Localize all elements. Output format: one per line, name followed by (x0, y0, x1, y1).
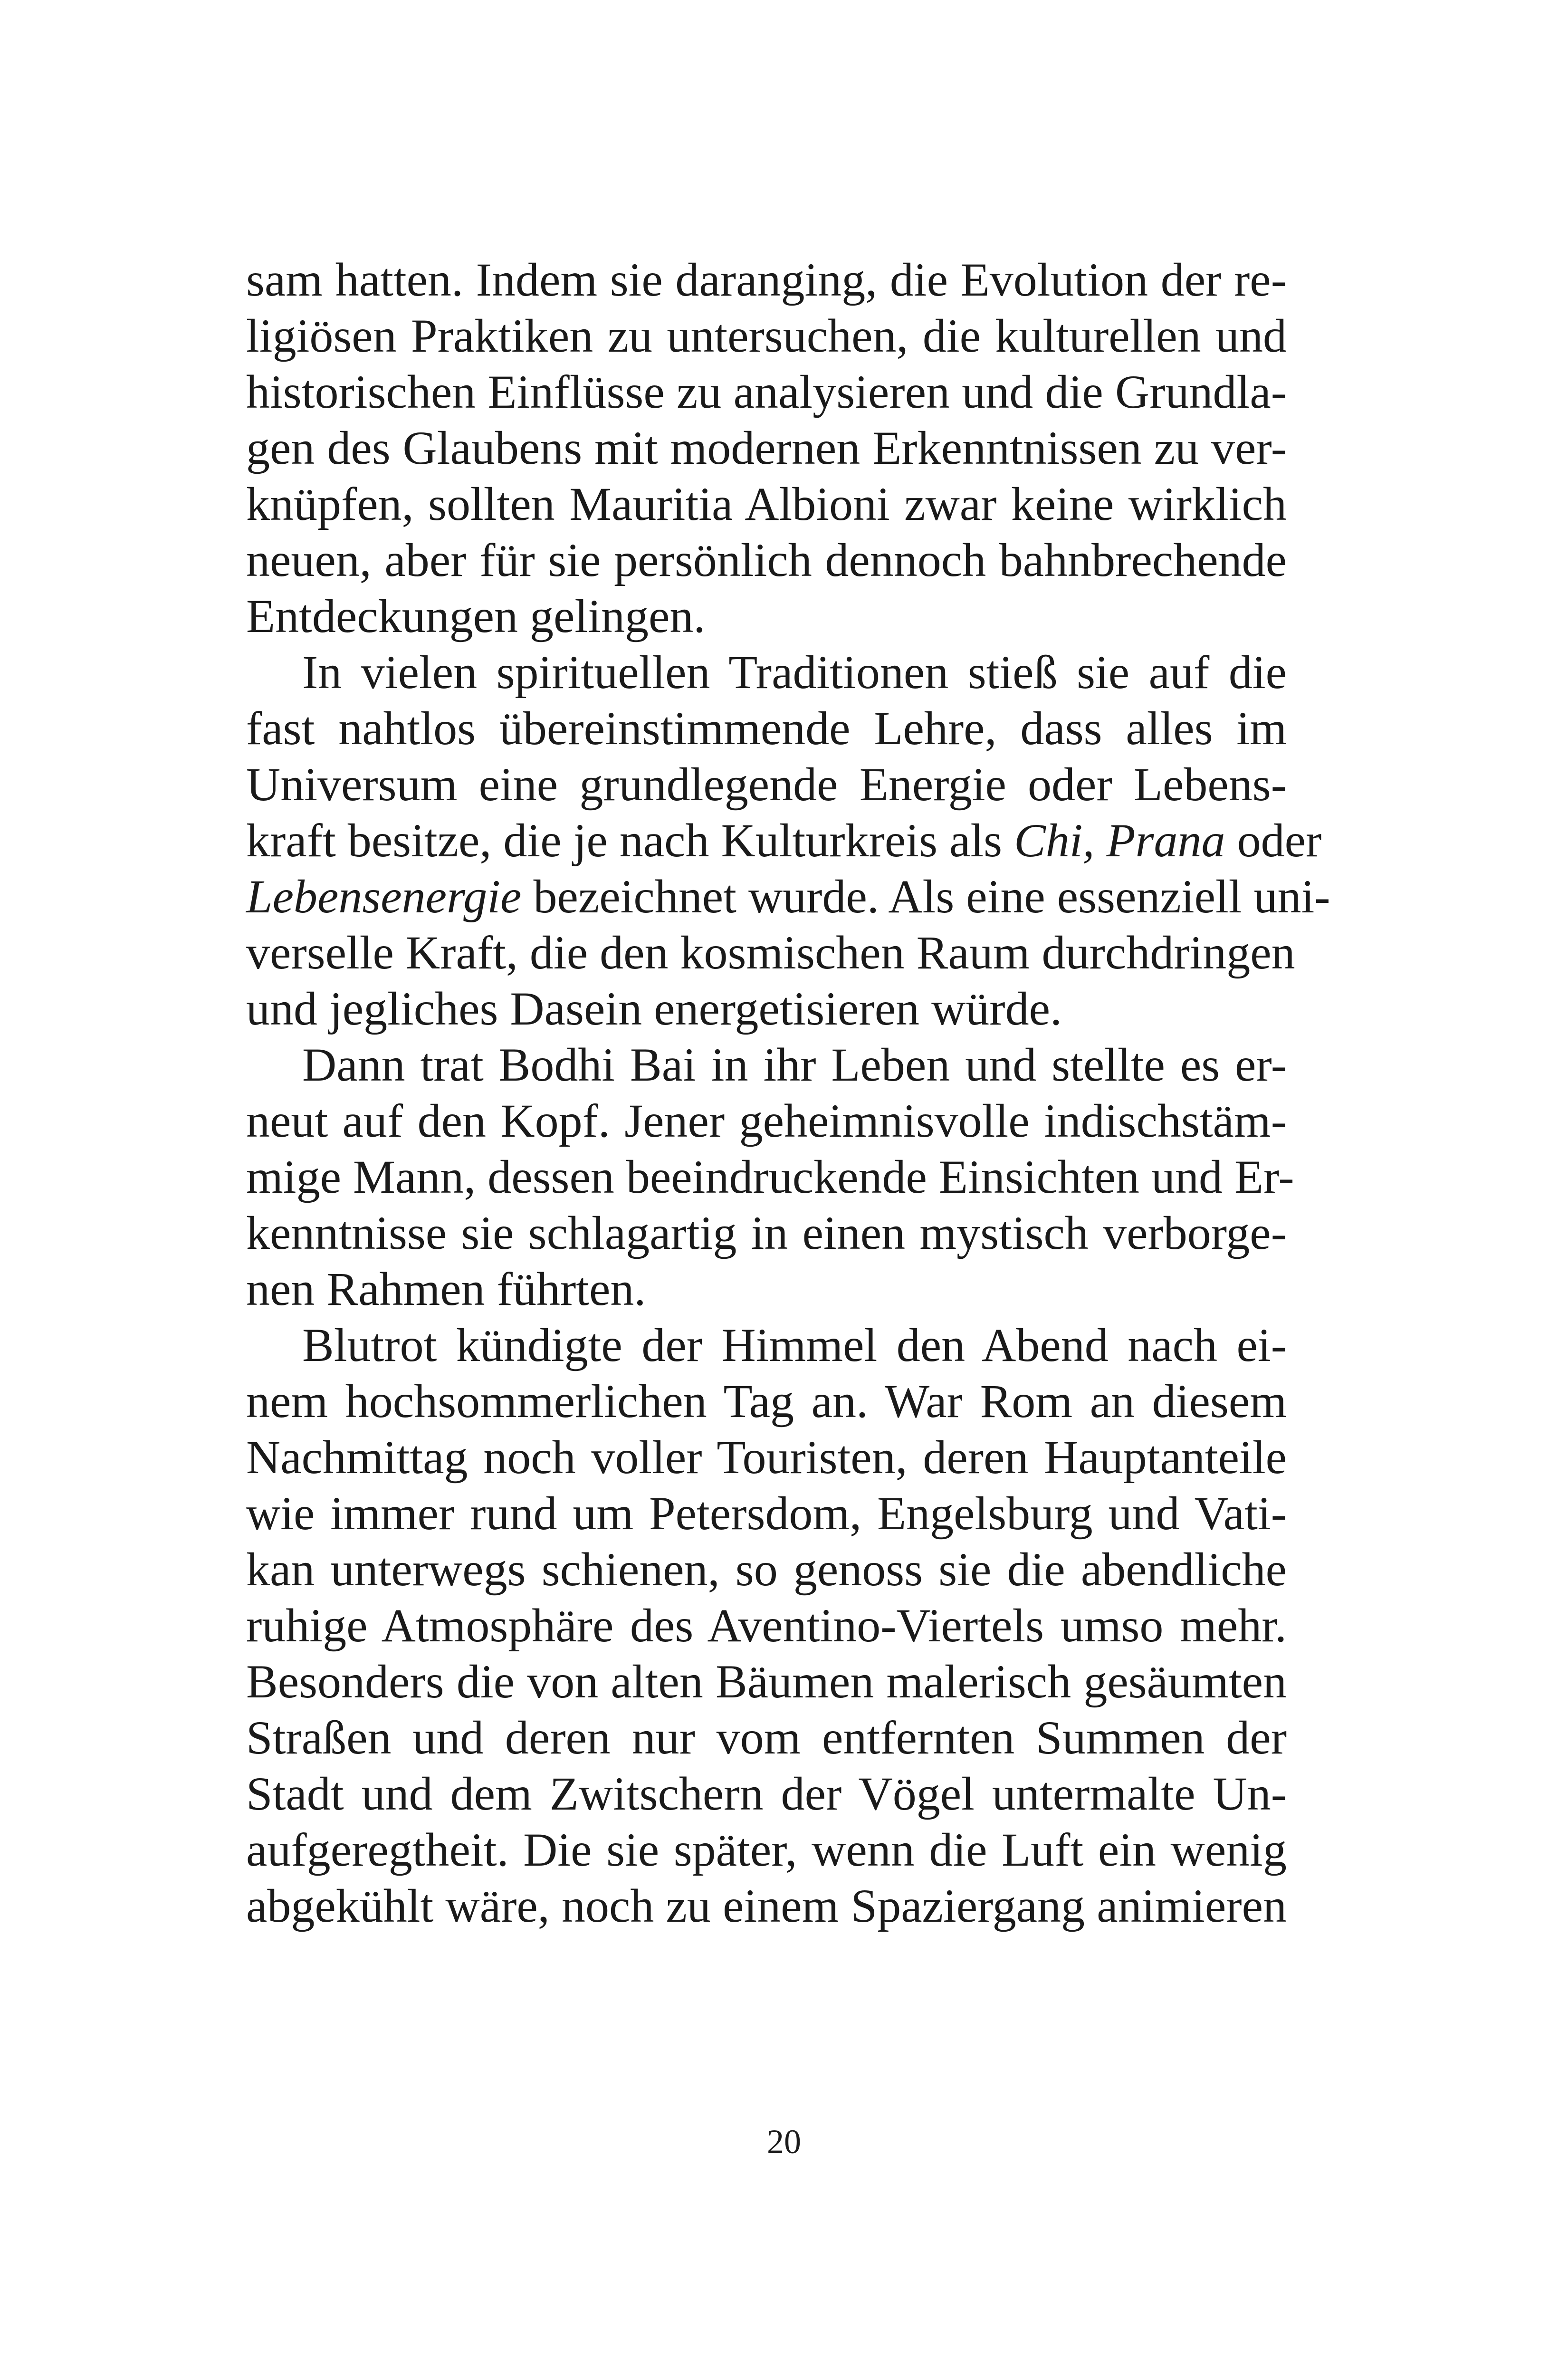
text-segment: kraft besitze, die je nach Kulturkreis als (246, 814, 1014, 867)
text-line-mixed (246, 869, 1330, 925)
text-line: Blutrot kündigte der Himmel den Abend nach ei- (302, 1319, 1287, 1371)
page-number: 20 (767, 2123, 801, 2161)
text-line: verselle Kraft, die den kosmischen Raum durchdringen (246, 926, 1295, 979)
text-line: Universum eine grundlegende Energie oder Lebens- (246, 758, 1287, 811)
text-line: und jegliches Dasein energetisieren würde. (246, 982, 1062, 1035)
text-line: nen Rahmen führten. (246, 1263, 646, 1315)
text-line: kan unterwegs schienen, so genoss sie die abendliche (246, 1543, 1287, 1596)
text-line: historischen Einflüsse zu analysieren und die Grundla- (246, 365, 1287, 418)
text-line: Entdeckungen gelingen. (246, 590, 706, 642)
text-line: Straßen und deren nur vom entfernten Summen der (246, 1711, 1287, 1764)
text-line: Besonders die von alten Bäumen malerisch gesäumten (246, 1655, 1287, 1708)
text-line: wie immer rund um Petersdom, Engelsburg und Vati- (246, 1487, 1287, 1540)
text-segment: oder (1225, 814, 1322, 867)
text-line: abgekühlt wäre, noch zu einem Spaziergang animieren (246, 1879, 1287, 1932)
text-line: Nachmittag noch voller Touristen, deren Hauptanteile (246, 1431, 1287, 1484)
text-line: neut auf den Kopf. Jener geheimnisvolle indischstäm- (246, 1094, 1287, 1147)
text-line: Dann trat Bodhi Bai in ihr Leben und stellte es er- (302, 1038, 1287, 1091)
body-text (246, 252, 1330, 1934)
text-line: sam hatten. Indem sie daranging, die Evolution der re- (246, 253, 1287, 306)
text-line: fast nahtlos übereinstimmende Lehre, dass alles im (246, 702, 1287, 755)
text-line: aufgeregtheit. Die sie später, wenn die Luft ein wenig (246, 1823, 1287, 1876)
italic-term: Lebensenergie (246, 870, 522, 923)
text-line: ligiösen Praktiken zu untersuchen, die kulturellen und (246, 309, 1287, 362)
text-line: Stadt und dem Zwitschern der Vögel untermalte Un- (246, 1767, 1287, 1820)
text-line-mixed (246, 813, 1322, 869)
text-segment: bezeichnet wurde. Als eine essenziell uni- (521, 870, 1330, 923)
text-line: neuen, aber für sie persönlich dennoch bahnbrechende (246, 534, 1287, 586)
italic-term: Chi, Prana (1014, 814, 1225, 867)
text-line: ruhige Atmosphäre des Aventino-Viertels umso mehr. (246, 1599, 1287, 1652)
text-line: mige Mann, dessen beeindruckende Einsichten und Er- (246, 1150, 1294, 1203)
text-line: gen des Glaubens mit modernen Erkenntnissen zu ver- (246, 422, 1287, 474)
text-line: kenntnisse sie schlagartig in einen mystisch verborge- (246, 1207, 1287, 1259)
text-line: nem hochsommerlichen Tag an. War Rom an diesem (246, 1375, 1287, 1428)
text-line: knüpfen, sollten Mauritia Albioni zwar keine wirklich (246, 478, 1287, 530)
text-line: In vielen spirituellen Traditionen stieß sie auf die (302, 646, 1287, 699)
